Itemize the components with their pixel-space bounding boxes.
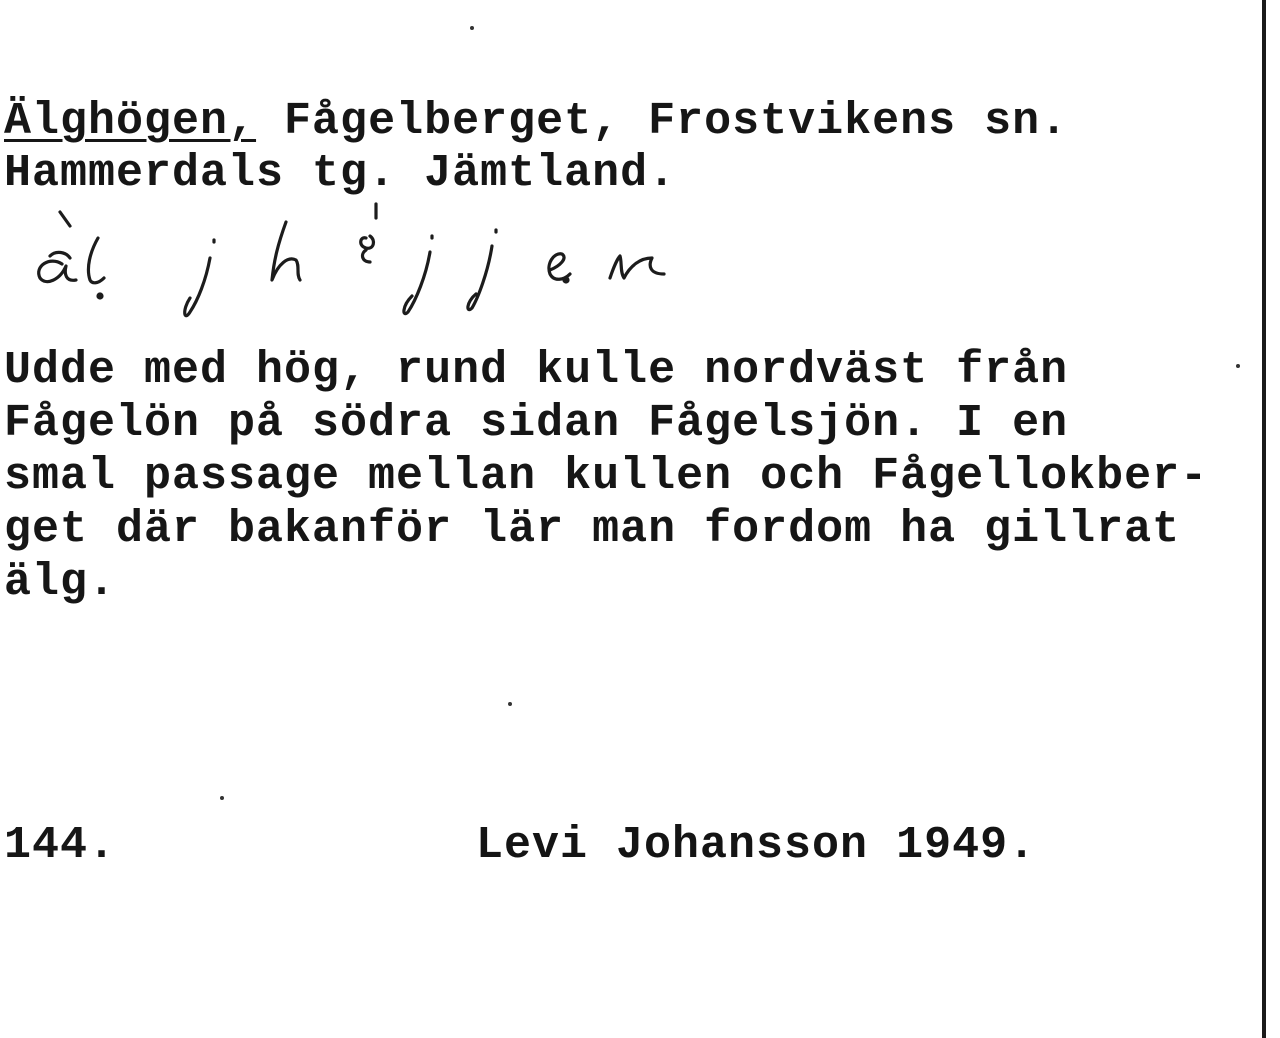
collector-signature: Levi Johansson 1949. <box>476 820 1037 871</box>
place-name: Älghögen, <box>4 96 257 147</box>
region-line: Hammerdals tg. Jämtland. <box>4 148 677 199</box>
handwritten-pronunciation <box>20 200 680 340</box>
description-line: smal passage mellan kullen och Fågellokber- <box>4 451 1209 502</box>
place-location: Fågelberget, Frostvikens sn. <box>256 96 1069 147</box>
card-heading <box>4 96 1068 148</box>
paper-speck <box>470 26 474 30</box>
description-text <box>4 344 1208 609</box>
description-line: get där bakanför lär man fordom ha gillrat <box>4 504 1181 555</box>
paper-speck <box>1236 364 1240 368</box>
description-line: Udde med hög, rund kulle nordväst från <box>4 345 1069 396</box>
record-number: 144. <box>4 820 117 871</box>
description-line: Fågelön på södra sidan Fågelsjön. I en <box>4 398 1069 449</box>
paper-speck <box>508 702 512 706</box>
card-edge-line <box>1262 0 1266 1038</box>
description-line: älg. <box>4 557 117 608</box>
paper-speck <box>220 796 224 800</box>
